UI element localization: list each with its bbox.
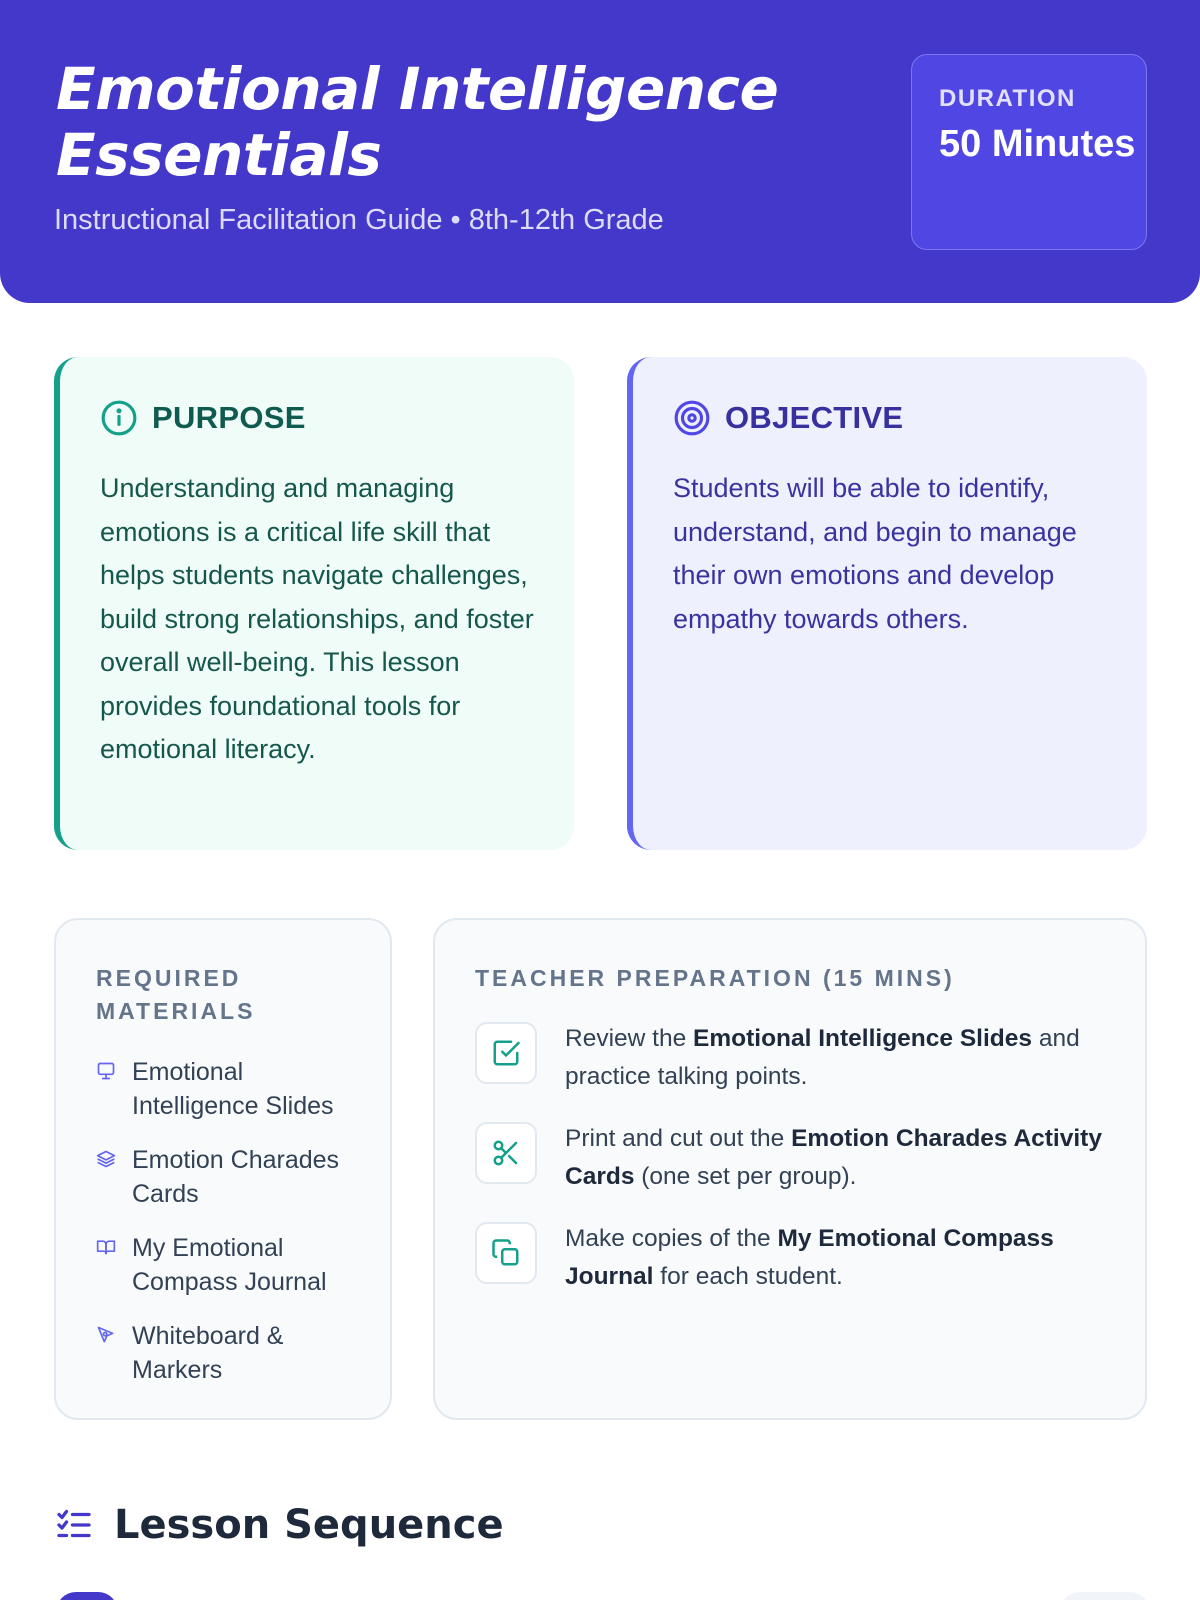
lesson-sequence-title: Lesson Sequence <box>114 1502 504 1548</box>
material-label: My Emotional Compass Journal <box>132 1234 327 1296</box>
duration-label: DURATION <box>939 85 1076 112</box>
preparation-list <box>475 1022 1115 1322</box>
preparation-heading: TEACHER PREPARATION (15 MINS) <box>475 965 955 991</box>
materials-heading: REQUIRED MATERIALS <box>96 965 256 1024</box>
preparation-panel <box>433 918 1147 1420</box>
header-banner <box>0 0 1200 303</box>
purpose-text: Understanding and managing emotions is a critical life skill that helps students navigate challenges, build strong relationships, and foster overall well-being. This lesson provides foundational tools for emotional literacy. <box>100 473 534 764</box>
purpose-card <box>54 357 574 850</box>
list-item <box>96 1231 366 1299</box>
objective-heading-row <box>673 399 903 437</box>
list-item <box>96 1143 366 1211</box>
book-icon <box>96 1237 116 1257</box>
lesson-sequence-heading-row <box>56 1502 504 1548</box>
list-item <box>96 1319 366 1387</box>
list-item <box>475 1222 1115 1296</box>
scissors-icon <box>491 1138 521 1168</box>
copy-icon <box>491 1238 521 1268</box>
sequence-step-badge <box>56 1592 118 1600</box>
preparation-step: Print and cut out the Emotion Charades Activity Cards (one set per group). <box>565 1125 1102 1190</box>
pen-icon <box>96 1325 116 1345</box>
objective-text: Students will be able to identify, understand, and begin to manage their own emotions and develop empathy towards others. <box>673 473 1077 634</box>
duration-value: 50 Minutes <box>939 123 1136 165</box>
material-label: Emotional Intelligence Slides <box>132 1058 334 1120</box>
page-subtitle: Instructional Facilitation Guide • 8th-12th Grade <box>54 204 664 236</box>
check-square-icon <box>491 1038 521 1068</box>
page-title: Emotional Intelligence Essentials <box>56 55 779 189</box>
materials-panel <box>54 918 392 1420</box>
duration-badge <box>911 54 1147 250</box>
preparation-step: Review the Emotional Intelligence Slides and practice talking points. <box>565 1025 1080 1090</box>
info-icon <box>100 399 138 437</box>
material-label: Emotion Charades Cards <box>132 1146 340 1208</box>
objective-heading: OBJECTIVE <box>725 400 904 435</box>
objective-card <box>627 357 1147 850</box>
purpose-heading-row <box>100 399 306 437</box>
material-label: Whiteboard & Markers <box>132 1322 284 1384</box>
list-item <box>475 1122 1115 1196</box>
list-item <box>96 1055 366 1123</box>
sequence-step-tag <box>1060 1592 1150 1600</box>
preparation-step: Make copies of the My Emotional Compass Journal for each student. <box>565 1225 1054 1290</box>
list-item <box>475 1022 1115 1096</box>
purpose-heading: PURPOSE <box>152 400 306 435</box>
target-icon <box>673 399 711 437</box>
materials-list <box>96 1055 366 1407</box>
list-checks-icon <box>56 1507 92 1543</box>
presentation-icon <box>96 1061 116 1081</box>
layers-icon <box>96 1149 116 1169</box>
